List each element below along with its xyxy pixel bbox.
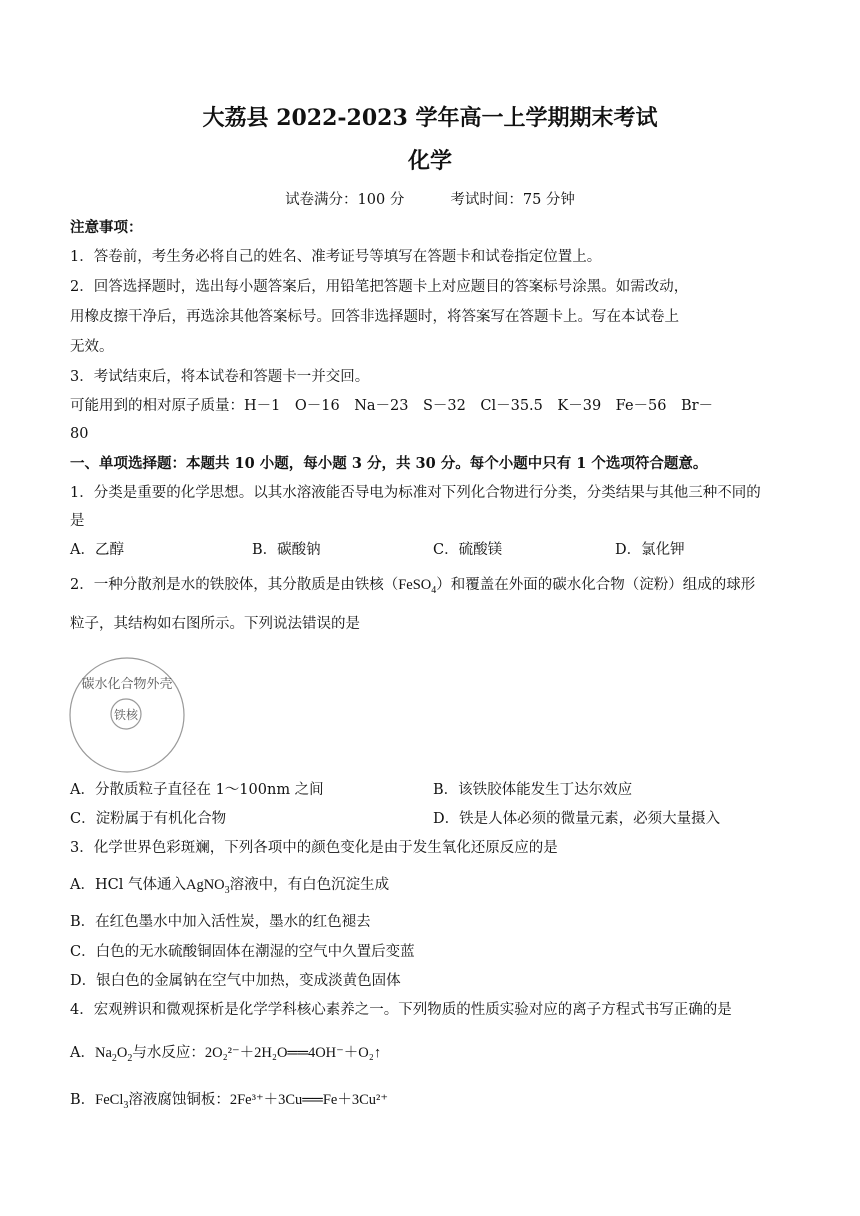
subject-title: 化学 bbox=[407, 148, 452, 174]
section-1-heading: 一、单项选择题：本题共 10 小题，每小题 3 分，共 30 分。每个小题中只有 1 个选项符合题意。 bbox=[70, 455, 708, 472]
q4-stem: 4．宏观辨识和微观探析是化学学科核心素养之一。下列物质的性质实验对应的离子方程式书写正确的是 bbox=[70, 1002, 732, 1018]
q2-option-b: B．该铁胶体能发生丁达尔效应 bbox=[433, 782, 633, 798]
q3-option-c: C．白色的无水硫酸铜固体在潮湿的空气中久置后变蓝 bbox=[70, 944, 415, 960]
q2-option-c: C．淀粉属于有机化合物 bbox=[70, 811, 227, 827]
note-3: 3．考试结束后，将本试卷和答题卡一并交回。 bbox=[70, 369, 370, 385]
exam-info bbox=[0, 190, 860, 210]
q3-option-b: B．在红色墨水中加入活性炭，墨水的红色褪去 bbox=[70, 914, 371, 930]
q2-stem-line-2: 粒子，其结构如右图所示。下列说法错误的是 bbox=[70, 616, 360, 632]
q2-stem-line-1 bbox=[70, 575, 755, 601]
colloid-particle-diagram bbox=[68, 656, 186, 774]
notes-heading: 注意事项： bbox=[70, 219, 143, 236]
q2-option-a: A．分散质粒子直径在 1～100nm 之间 bbox=[70, 782, 324, 798]
exam-title: 大荔县 2022-2023 学年高一上学期期末考试 bbox=[202, 105, 658, 131]
q1-option-c: C．硫酸镁 bbox=[433, 542, 503, 558]
q1-option-b: B．碳酸钠 bbox=[252, 542, 321, 558]
q4-option-a: A．$Na_2O_2$与水反应：2O₂²⁻＋2H₂O══4OH⁻＋O₂↑ bbox=[70, 1045, 382, 1064]
q3-stem: 3．化学世界色彩斑斓，下列各项中的颜色变化是由于发生氧化还原反应的是 bbox=[70, 840, 558, 856]
note-2-line-1: 2．回答选择题时，选出每小题答案后，用铅笔把答题卡上对应题目的答案标号涂黑。如需改动， bbox=[70, 279, 689, 295]
q4-option-b: B．FeCl$_3$溶液腐蚀铜板：2Fe³⁺＋3Cu══Fe＋3Cu²⁺ bbox=[70, 1092, 388, 1111]
q4-a-reagent: $Na_2O_2$ bbox=[94, 1045, 133, 1064]
q4-b-equation: 2Fe³⁺＋3Cu══Fe＋3Cu²⁺ bbox=[229, 1092, 388, 1108]
q1-stem-line-2: 是 bbox=[70, 513, 85, 529]
note-1: 1．答卷前，考生务必将自己的姓名、准考证号等填写在答题卡和试卷指定位置上。 bbox=[70, 249, 602, 265]
q1-option-d: D．氯化钾 bbox=[615, 542, 685, 558]
q2-stem-pre: 2．一种分散剂是水的铁胶体，其分散质是由铁核（ bbox=[70, 577, 399, 593]
diagram-shell-label: 碳水化合物外壳 bbox=[81, 677, 173, 692]
q3-option-a: A．HCl 气体通入AgNO$_3$溶液中，有白色沉淀生成 bbox=[70, 877, 390, 896]
q2-option-d: D．铁是人体必须的微量元素，必须大量摄入 bbox=[433, 811, 721, 827]
atomic-masses-line-2: 80 bbox=[70, 426, 89, 442]
q4-a-equation: 2O₂²⁻＋2H₂O══4OH⁻＋O₂↑ bbox=[204, 1045, 382, 1061]
note-2-line-3: 无效。 bbox=[70, 339, 114, 355]
note-2-line-2: 用橡皮擦干净后，再选涂其他答案标号。回答非选择题时，将答案写在答题卡上。写在本试卷上 bbox=[70, 309, 679, 325]
atomic-masses-line-1: 可能用到的相对原子质量：H－1 O－16 Na－23 S－32 Cl－35.5 K－39 Fe－56 Br－ bbox=[70, 398, 714, 414]
diagram-core-label: 铁核 bbox=[113, 708, 139, 722]
q1-stem-line-1: 1．分类是重要的化学思想。以其水溶液能否导电为标准对下列化合物进行分类，分类结果与其他三种不同的 bbox=[70, 485, 761, 501]
q3-formula: AgNO$_3$ bbox=[185, 877, 230, 896]
q3-option-d: D．银白色的金属钠在空气中加热，变成淡黄色固体 bbox=[70, 973, 401, 989]
time-info: 考试时间：75 分钟 bbox=[450, 192, 575, 208]
q1-option-a: A．乙醇 bbox=[70, 542, 124, 558]
score-info: 试卷满分：100 分 bbox=[285, 192, 405, 208]
q2-stem-post: ）和覆盖在外面的碳水化合物（淀粉）组成的球形 bbox=[436, 577, 756, 593]
q4-b-reagent: FeCl$_3$ bbox=[95, 1092, 129, 1111]
q2-formula: FeSO$_4$ bbox=[398, 577, 437, 596]
